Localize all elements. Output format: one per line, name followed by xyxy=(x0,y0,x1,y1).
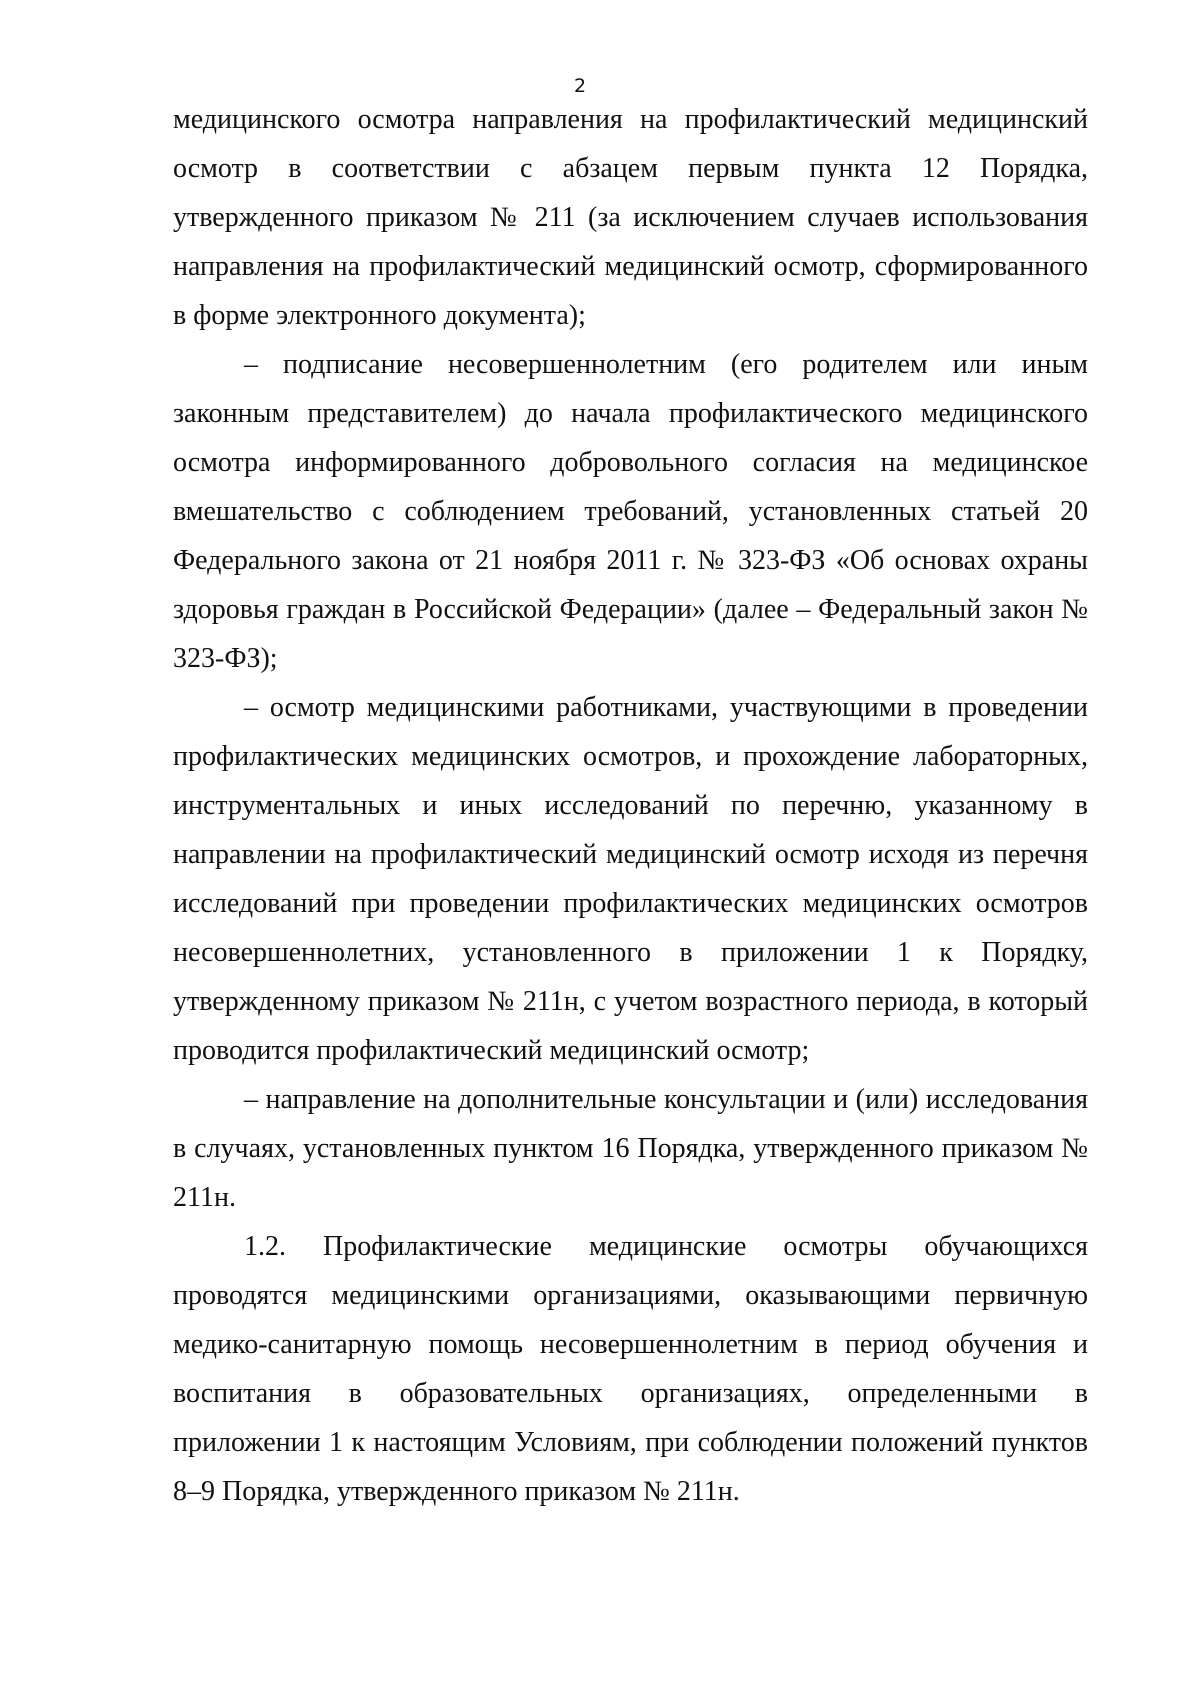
paragraph-continuation: медицинского осмотра направления на профилактический медицинский осмотр в соответствии с абзацем первым пункта 12 Порядка, утвержденного приказом № 211 (за исключением случаев использования направления на профилактический медицинский осмотр, сформированного в форме электронного документа); xyxy=(173,104,1088,331)
list-item-examination: – осмотр медицинскими работниками, участвующими в проведении профилактических медицинских осмотров, и прохождение лабораторных, инструментальных и иных исследований по перечню, указанному в направлении на профилактический медицинский осмотр исходя из перечня исследований при проведении профилактических медицинских осмотров несовершеннолетних, установленного в приложении 1 к Порядку, утвержденному приказом № 211н, с учетом возрастного периода, в который проводится профилактический медицинский осмотр; xyxy=(173,692,1088,1066)
document-body xyxy=(173,95,1088,1516)
page-number: 2 xyxy=(573,75,587,97)
list-item-consent: – подписание несовершеннолетним (его родителем или иным законным представителем) до начала профилактического медицинского осмотра информированного добровольного согласия на медицинское вмешательство с соблюдением требований, установленных статьей 20 Федерального закона от 21 ноября 2011 г. № 323-ФЗ «Об основах охраны здоровья граждан в Российской Федерации» (далее – Федеральный закон № 323-ФЗ); xyxy=(173,349,1088,674)
section-1-2-paragraph: 1.2. Профилактические медицинские осмотры обучающихся проводятся медицинскими организациями, оказывающими первичную медико-санитарную помощь несовершеннолетним в период обучения и воспитания в образовательных организациях, определенными в приложении 1 к настоящим Условиям, при соблюдении положений пунктов 8–9 Порядка, утвержденного приказом № 211н. xyxy=(173,1231,1088,1507)
list-item-referral: – направление на дополнительные консультации и (или) исследования в случаях, установленных пунктом 16 Порядка, утвержденного приказом № 211н. xyxy=(173,1084,1088,1213)
